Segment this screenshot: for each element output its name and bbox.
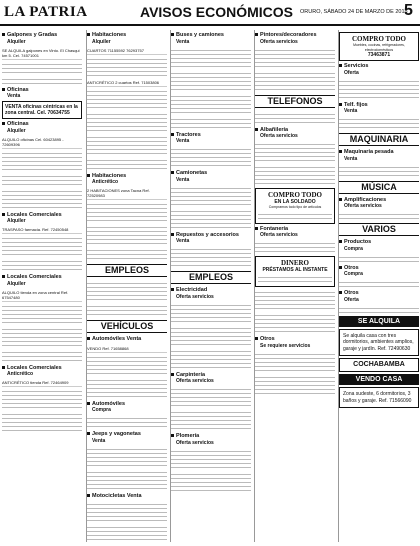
bullet-icon: [339, 64, 342, 67]
classified-ad: SE ALQUILA galpones en Vinto. El Chasqui km 5. Cel. 74571001: [2, 47, 82, 60]
ad-text-block: [2, 235, 82, 257]
ad-text-block: [87, 157, 167, 171]
section-sub: Alquiler: [7, 280, 26, 287]
ad-text-block: [2, 388, 82, 410]
big-section-title: VARIOS: [339, 223, 419, 236]
column-1: [2, 30, 82, 542]
section-name: Productos: [344, 239, 372, 245]
ad-text-block: [2, 76, 82, 85]
big-section-title: EMPLEOS: [87, 264, 167, 277]
section-name: Camionetas: [176, 170, 208, 176]
ad-text-block: [171, 47, 251, 69]
section-name: Fontanería: [260, 225, 289, 232]
section-sub: Venta: [344, 155, 358, 162]
ad-text-block: [87, 415, 167, 429]
ad-text-block: [171, 116, 251, 130]
ad-text-block: [2, 258, 82, 272]
bullet-icon: [339, 240, 342, 243]
bullet-icon: [171, 133, 174, 136]
section-name: Tractores: [176, 131, 201, 138]
section-sub: Alquiler: [92, 38, 111, 45]
section-sub: Oferta servicios: [260, 232, 298, 238]
ad-text-block: [87, 280, 167, 302]
section-header: [87, 401, 167, 414]
ad-text-block: [2, 150, 82, 172]
section-name: Buses y camiones: [176, 32, 224, 38]
section-name: Oficinas: [7, 121, 29, 127]
section-header: [339, 197, 419, 210]
ad-text-block: [339, 254, 419, 263]
ad-text-block: [87, 201, 167, 223]
bullet-icon: [87, 174, 90, 177]
big-section-title: MAQUINARIA: [339, 133, 419, 146]
classified-ad: TRASPASO farmacia. Ref. 72450548: [2, 226, 82, 234]
classified-ad: ALQUILO tienda en zona central Ref. 67547480: [2, 289, 82, 302]
section-header: [339, 290, 419, 303]
section-name: Otros: [260, 336, 275, 342]
boxed-ad: Zona sudeste, 6 dormitorios, 3 baños y garaje. Ref. 71566090: [339, 387, 419, 408]
ad-text-block: [171, 93, 251, 115]
section-sub: Oferta servicios: [260, 133, 298, 139]
ad-text-block: [339, 78, 419, 100]
ad-text-block: [2, 173, 82, 187]
ad-text-block: [2, 188, 82, 210]
section-header: [171, 287, 251, 300]
classified-ad: 2 HABITACIONES zona Tacna Ref. 72520983: [87, 187, 167, 200]
big-section-title: TELEFONOS: [255, 95, 335, 108]
ad-text-block: [171, 471, 251, 493]
ad-text-block: [171, 185, 251, 207]
bullet-icon: [2, 88, 5, 91]
section-name: Habitaciones: [92, 32, 127, 38]
boxed-ad: Se alquila casa con tres dormitorios, ambientes amplios, garaje y jardín. Ref. 72490630: [339, 329, 419, 357]
bullet-icon: [87, 402, 90, 405]
ad-text-block: [87, 56, 167, 78]
ad-text-block: [87, 446, 167, 468]
section-sub: Oferta servicios: [176, 439, 214, 446]
section-header: [171, 132, 251, 145]
section-header: [255, 226, 335, 239]
section-name: Telf. fijos: [344, 101, 368, 108]
section-sub: Oferta: [344, 69, 359, 76]
ad-text-block: [87, 501, 167, 523]
ad-text-block: [339, 305, 419, 314]
banner-se-alquila: SE ALQUILA: [339, 316, 419, 327]
section-sub: Compra: [344, 271, 363, 277]
bullet-icon: [171, 233, 174, 236]
promo-ad: DINERO PRÉSTAMOS AL INSTANTE: [255, 256, 335, 287]
ad-text-block: [171, 386, 251, 408]
section-sub: Oferta servicios: [176, 293, 214, 300]
section-name: Otros: [344, 290, 359, 296]
section-name: Automóviles: [92, 400, 126, 407]
ad-text-block: [255, 111, 335, 125]
bullet-icon: [87, 432, 90, 435]
bullet-icon: [171, 288, 174, 291]
bullet-icon: [339, 150, 342, 153]
section-header: [255, 32, 335, 45]
section-header: [171, 232, 251, 245]
section-header: [2, 212, 82, 225]
section-header: [339, 102, 419, 115]
ad-text-block: [339, 164, 419, 178]
section-header: [255, 336, 335, 349]
bullet-icon: [171, 373, 174, 376]
bullet-icon: [2, 33, 5, 36]
bullet-icon: [255, 337, 258, 340]
ad-text-block: [171, 448, 251, 470]
section-sub: Venta: [92, 437, 106, 444]
ad-text-block: [87, 111, 167, 133]
section-sub: Venta: [176, 176, 190, 183]
section-sub: Venta: [176, 38, 190, 45]
ad-text-block: [339, 116, 419, 130]
bullet-icon: [255, 227, 258, 230]
section-header: [339, 63, 419, 76]
ad-text-block: [2, 61, 82, 75]
section-name: Plomería: [176, 433, 200, 439]
ad-text-block: [171, 146, 251, 168]
ad-text-block: [2, 349, 82, 363]
classified-ad: ANTICRÉTICO 2 cuartos Ref. 71503806: [87, 79, 167, 87]
section-sub: Venta: [7, 93, 21, 99]
promo-ad: COMPRO TODO EN LA SOLDADO Compramos todo tipo de artículos: [255, 188, 335, 224]
section-name: Amplificaciones: [344, 196, 387, 203]
ad-text-block: [171, 246, 251, 268]
bullet-icon: [339, 103, 342, 106]
section-header: [255, 127, 335, 140]
section-sub: Compra: [344, 245, 363, 252]
bullet-icon: [339, 266, 342, 269]
column-4: [254, 30, 335, 542]
section-sub: Alquiler: [7, 38, 26, 45]
ad-text-block: [171, 208, 251, 230]
column-3: [170, 30, 251, 542]
section-header: [87, 336, 167, 343]
section-name: Maquinaria pesada: [344, 149, 394, 155]
ad-text-block: [171, 325, 251, 347]
section-sub: Compra: [92, 407, 111, 413]
section-sub: Oferta servicios: [260, 38, 298, 45]
bullet-icon: [255, 33, 258, 36]
ad-text-block: [87, 247, 167, 261]
section-sub: Oferta servicios: [176, 378, 214, 384]
ad-text-block: [339, 279, 419, 288]
section-title: AVISOS ECONÓMICOS: [140, 4, 293, 20]
section-header: [87, 32, 167, 45]
bullet-icon: [171, 33, 174, 36]
section-name: Locales Comerciales: [7, 211, 62, 218]
section-sub: Anticrético: [92, 179, 119, 185]
section-name: Repuestos y accesorios: [176, 231, 239, 238]
section-name: Locales Comerciales: [7, 274, 62, 280]
ad-text-block: [255, 70, 335, 92]
section-name: Electricidad: [176, 287, 208, 293]
ad-text-block: [2, 326, 82, 348]
section-header: [2, 87, 82, 100]
section-name: Albañilería: [260, 126, 289, 133]
bullet-icon: [87, 33, 90, 36]
section-name: Carpintería: [176, 371, 206, 378]
city-ad: COCHABAMBA: [339, 358, 419, 372]
masthead: LA PATRIA: [4, 4, 88, 20]
section-sub: Alquiler: [7, 127, 26, 134]
ad-text-block: [87, 469, 167, 491]
ad-text-block: [255, 289, 335, 311]
section-name: Galpones y Gradas: [7, 32, 58, 38]
page-header: [0, 0, 420, 26]
section-sub: Anticrético: [7, 371, 34, 377]
ad-text-block: [171, 409, 251, 431]
section-name: Habitaciones: [92, 172, 127, 179]
bullet-icon: [87, 494, 90, 497]
ad-text-block: [255, 312, 335, 334]
ad-text-block: [255, 240, 335, 254]
classified-ad: ANTICRÉTICO tienda Ref. 72464909: [2, 379, 82, 387]
bullet-icon: [339, 291, 342, 294]
bullet-icon: [255, 128, 258, 131]
section-name: Oficinas: [7, 86, 29, 93]
ad-text-block: [255, 141, 335, 163]
ad-text-block: [255, 374, 335, 396]
section-header: [171, 32, 251, 45]
section-header: [2, 274, 82, 287]
ad-text-block: [339, 211, 419, 220]
section-header: [171, 170, 251, 183]
column-2: [86, 30, 167, 542]
section-header: [171, 433, 251, 446]
page-number: 5: [404, 2, 413, 19]
section-sub: Oferta servicios: [344, 203, 382, 209]
section-sub: Alquiler: [7, 218, 26, 224]
ad-text-block: [87, 224, 167, 246]
big-section-title: EMPLEOS: [171, 271, 251, 284]
ad-text-block: [2, 411, 82, 433]
big-section-title: MÚSICA: [339, 181, 419, 194]
logo-ad: COMPRO TODO Muebles, cocinas, refrigeradores, electrodomésticos 73463871: [339, 32, 419, 61]
ad-text-block: [255, 164, 335, 186]
bullet-icon: [87, 337, 90, 340]
ad-text-block: [87, 377, 167, 399]
ad-text-block: [2, 303, 82, 325]
ad-text-block: [255, 47, 335, 69]
section-name: Otros: [344, 264, 359, 271]
ad-text-block: [87, 354, 167, 376]
ad-text-block: [87, 88, 167, 110]
boxed-ad: VENTA oficinas céntricas en la zona central. Cel. 70634755: [2, 101, 82, 119]
section-name: Automóviles Venta: [92, 336, 142, 342]
bullet-icon: [2, 275, 5, 278]
banner-vendo-casa: VENDO CASA: [339, 374, 419, 385]
section-sub: Se requiere servicios: [260, 342, 311, 349]
ad-text-block: [255, 351, 335, 373]
section-name: Servicios: [344, 63, 369, 69]
section-header: [339, 265, 419, 278]
classified-ad: CUARTOS 71155592 76293757: [87, 47, 167, 55]
ad-text-block: [87, 303, 167, 317]
section-header: [2, 365, 82, 378]
section-header: [339, 239, 419, 252]
ad-text-block: [258, 211, 332, 220]
ad-text-block: [171, 348, 251, 370]
section-header: [171, 372, 251, 385]
section-name: Jeeps y vagonetas: [92, 431, 141, 437]
section-name: Locales Comerciales: [7, 364, 62, 371]
section-header: [87, 431, 167, 444]
classified-ad: ALQUILO oficinas Cel. 60423895 - 72609396: [2, 136, 82, 149]
bullet-icon: [171, 171, 174, 174]
section-name: Pintores/decoradores: [260, 32, 317, 38]
section-sub: Venta: [344, 108, 358, 114]
section-header: [87, 173, 167, 186]
bullet-icon: [2, 122, 5, 125]
bullet-icon: [2, 213, 5, 216]
section-sub: Venta: [176, 138, 190, 144]
dateline: ORURO, SÁBADO 24 DE MARZO DE 2018: [300, 9, 408, 15]
section-name: Motocicletas Venta: [92, 492, 142, 499]
ad-text-block: [171, 70, 251, 92]
column-5: [338, 30, 419, 542]
section-header: [2, 121, 82, 134]
ad-text-block: [258, 274, 332, 283]
bullet-icon: [171, 434, 174, 437]
ad-text-block: [171, 302, 251, 324]
section-sub: Oferta: [344, 296, 359, 303]
classified-ad: VENDO Ref. 71658868: [87, 345, 167, 353]
bullet-icon: [339, 198, 342, 201]
ad-text-block: [87, 524, 167, 542]
bullet-icon: [2, 366, 5, 369]
section-sub: Venta: [176, 238, 190, 244]
section-header: [339, 149, 419, 162]
section-header: [2, 32, 82, 45]
big-section-title: VEHÍCULOS: [87, 320, 167, 333]
section-header: [87, 493, 167, 500]
ad-text-block: [87, 134, 167, 156]
